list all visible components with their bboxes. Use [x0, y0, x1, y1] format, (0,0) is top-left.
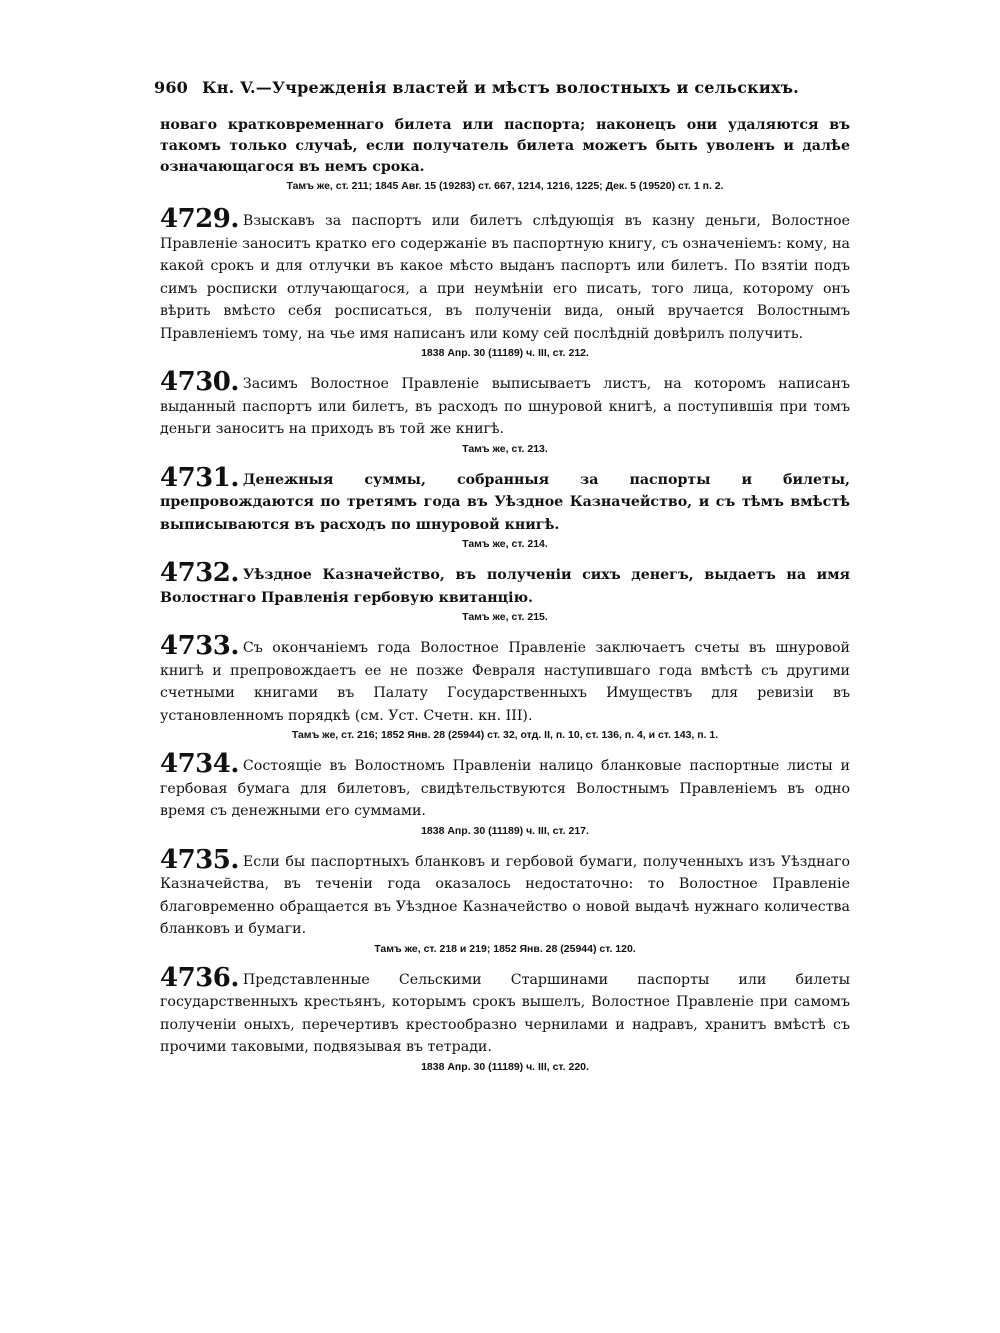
article-text: Уѣздное Казначейство, въ полученіи сихъ денегъ, выдаетъ на имя Волостнаго Правленія гербовую квитанцію.: [160, 567, 850, 606]
article-4731: [160, 462, 850, 551]
article-citation: Тамъ же, ст. 216; 1852 Янв. 28 (25944) ст. 32, отд. II, п. 10, ст. 136, п. 4, и ст. 143, п. 1.: [291, 729, 719, 741]
running-header: [154, 78, 850, 97]
article-citation: 1838 Апр. 30 (11189) ч. III, ст. 220.: [421, 1060, 589, 1073]
article-text: Состоящіе въ Волостномъ Правленіи налицо бланковые паспортные листы и гербовая бумага для билетовъ, свидѣтельствуются Волостнымъ Правленіемъ въ одно время съ денежными его суммами.: [160, 758, 850, 819]
article-4736: [160, 962, 850, 1073]
page-number: 960: [154, 78, 188, 97]
article-text: Засимъ Волостное Правленіе выписываетъ листъ, на которомъ написанъ выданный паспортъ или билетъ, въ расходъ по шнуровой книгѣ, а поступившія при томъ деньги заноситъ на приходъ въ той же книгѣ.: [160, 376, 850, 437]
article-text: Съ окончаніемъ года Волостное Правленіе заключаетъ счеты въ шнуровой книгѣ и препровождаетъ ее не позже Февраля наступившаго года вмѣстѣ съ другими счетными книгами въ Палату Государственныхъ Имуществъ для ревизіи въ установленномъ порядкѣ (см. Уст. Счетн. кн. III).: [160, 640, 850, 724]
page: [154, 78, 850, 1085]
article-citation: Тамъ же, ст. 213.: [462, 442, 548, 455]
article-4729: [160, 204, 850, 359]
article-number: 4729.: [160, 204, 239, 234]
article-4730: [160, 367, 850, 455]
article-text: Денежныя суммы, собранныя за паспорты и билеты, препровождаются по третямъ года въ Уѣздное Казначейство, и съ тѣмъ вмѣстѣ выписываются въ расходъ по шнуровой книгѣ.: [160, 471, 850, 533]
article-number: 4735.: [160, 844, 239, 875]
intro-citation: Тамъ же, ст. 211; 1845 Авг. 15 (19283) ст. 667, 1214, 1216, 1225; Дек. 5 (19520) ст. 1 п. 2.: [286, 180, 724, 192]
article-number: 4736.: [160, 962, 239, 993]
article-4733: [160, 631, 850, 741]
article-citation: Тамъ же, ст. 215.: [462, 611, 548, 623]
article-citation: Тамъ же, ст. 218 и 219; 1852 Янв. 28 (25944) ст. 120.: [374, 942, 636, 955]
article-number: 4732.: [160, 558, 239, 588]
article-number: 4733.: [160, 631, 239, 661]
article-4732: [160, 558, 850, 623]
article-number: 4731.: [160, 462, 239, 493]
article-citation: 1838 Апр. 30 (11189) ч. III, ст. 212.: [421, 347, 589, 359]
intro-text: новаго кратковременнаго билета или паспорта; наконецъ они удаляются въ такомъ только случаѣ, если получатель билета можетъ быть уволенъ и далѣе означающагося въ немъ срока.: [160, 117, 850, 175]
article-4734: [160, 749, 850, 837]
running-title: Кн. V.—Учрежденія властей и мѣстъ волостныхъ и сельскихъ.: [202, 78, 799, 97]
article-text: Если бы паспортныхъ бланковъ и гербовой бумаги, полученныхъ изъ Уѣзднаго Казначейства, въ теченіи года оказалось недостаточно: то Волостное Правленіе благовременно обращается въ Уѣздное Казначейство о новой выдачѣ нужнаго количества бланковъ и бумаги.: [160, 853, 850, 937]
article-number: 4734.: [160, 749, 239, 779]
article-number: 4730.: [160, 367, 239, 397]
article-text: Представленные Сельскими Старшинами паспорты или билеты государственныхъ крестьянъ, которымъ срокъ вышелъ, Волостное Правленіе при самомъ полученіи оныхъ, перечертивъ крестообразно чернилами и надравъ, хранитъ вмѣстѣ съ прочими таковыми, подвязывая въ тетради.: [160, 971, 850, 1055]
article-text: Взыскавъ за паспортъ или билетъ слѣдующія въ казну деньги, Волостное Правленіе заноситъ кратко его содержаніе въ паспортную книгу, съ означеніемъ: кому, на какой срокъ и для отлучки въ какое мѣсто выданъ паспортъ или билетъ. По взятіи подъ симъ росписки отлучающагося, а при неумѣніи его писать, того лица, которому онъ вѣрить вмѣсто себя росписаться, въ полученіи вида, оный вручается Волостнымъ Правленіемъ тому, на чье имя написанъ или кому сей послѣдній довѣрилъ получить.: [160, 213, 850, 342]
article-4735: [160, 844, 850, 955]
article-citation: Тамъ же, ст. 214.: [462, 538, 548, 550]
article-citation: 1838 Апр. 30 (11189) ч. III, ст. 217.: [421, 824, 589, 837]
